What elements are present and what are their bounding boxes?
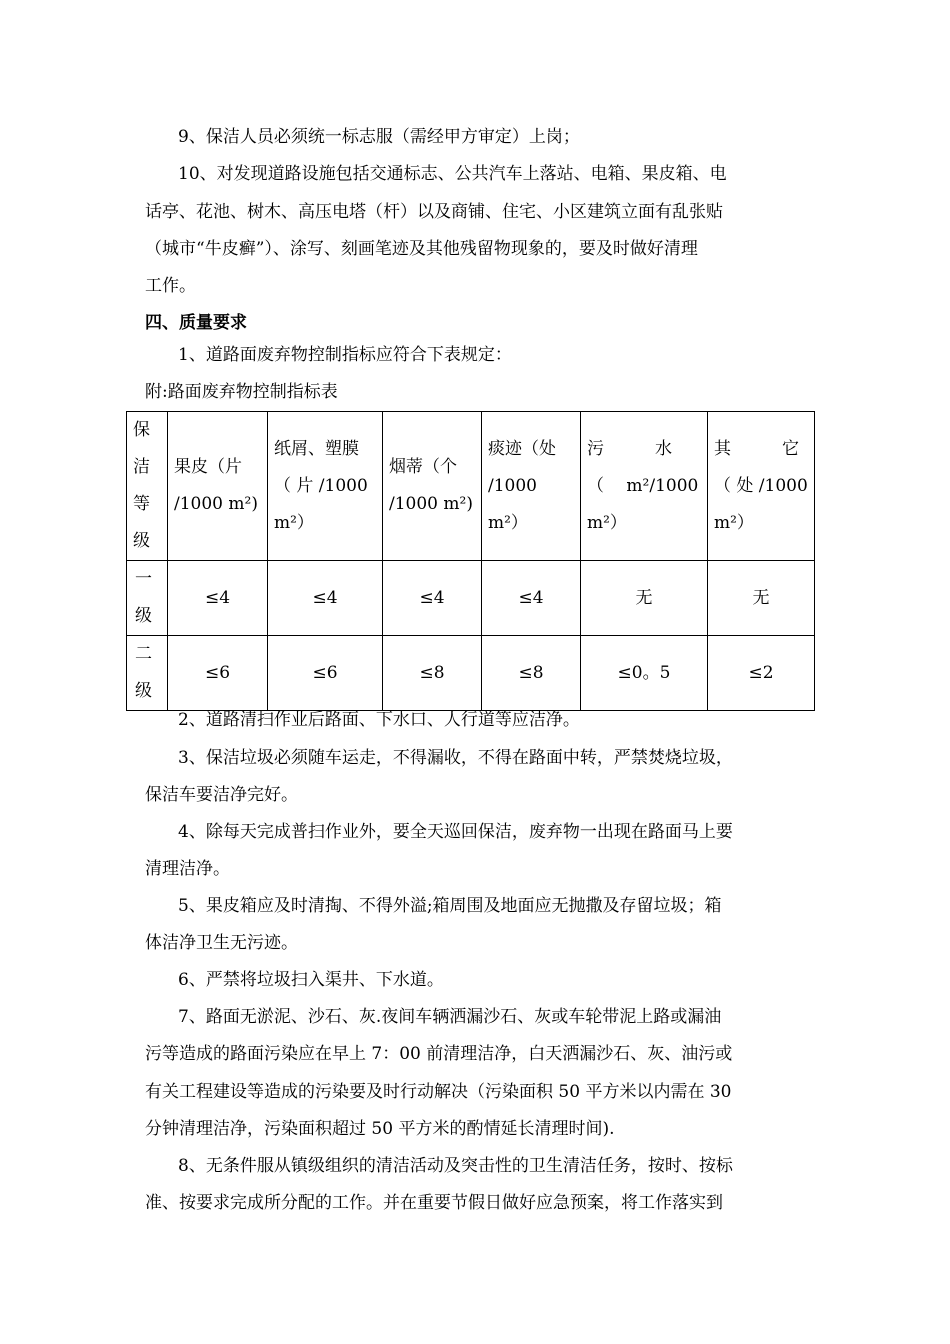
value-cell: ≤4	[482, 561, 581, 636]
value-cell: ≤4	[268, 561, 383, 636]
value-cell: ≤6	[268, 636, 383, 711]
value-cell: ≤6	[168, 636, 268, 711]
quality-item-7-line4: 分钟清理洁净，污染面积超过 50 平方米的酌情延长清理时间).	[145, 1119, 615, 1139]
quality-item-1: 1、道路面废弃物控制指标应符合下表规定：	[178, 345, 512, 365]
quality-item-7-line1: 7、路面无淤泥、沙石、灰.夜间车辆洒漏沙石、灰或车轮带泥上路或漏油	[178, 1007, 722, 1027]
header-level: 保 洁 等 级	[127, 412, 168, 561]
header-fruit-peel: 果皮（片 /1000 m²)	[168, 412, 268, 561]
header-sewage: 污 水 （ m²/1000 m²）	[581, 412, 708, 561]
table-caption: 附:路面废弃物控制指标表	[145, 382, 338, 402]
value-cell: ≤4	[383, 561, 482, 636]
table-header-row	[127, 412, 815, 561]
quality-item-3-line1: 3、保洁垃圾必须随车运走，不得漏收，不得在路面中转，严禁焚烧垃圾，	[178, 748, 733, 768]
value-cell: ≤8	[383, 636, 482, 711]
quality-item-5-line1: 5、果皮箱应及时清掏、不得外溢;箱周围及地面应无抛撒及存留垃圾；箱	[178, 896, 722, 916]
header-spit-marks: 痰迹（处 /1000 m²）	[482, 412, 581, 561]
quality-item-8-line2: 准、按要求完成所分配的工作。并在重要节假日做好应急预案，将工作落实到	[145, 1193, 723, 1213]
table-row	[127, 636, 815, 711]
table-row	[127, 561, 815, 636]
value-cell: 无	[708, 561, 815, 636]
quality-item-6: 6、严禁将垃圾扫入渠井、下水道。	[178, 970, 444, 990]
level-cell: 二 级	[127, 636, 168, 711]
value-cell: ≤4	[168, 561, 268, 636]
quality-item-2: 2、道路清扫作业后路面、下水口、人行道等应洁净。	[178, 710, 580, 730]
waste-control-table	[126, 411, 815, 711]
para-item-10-line2: 话亭、花池、树木、高压电塔（杆）以及商铺、住宅、小区建筑立面有乱张贴	[145, 202, 723, 222]
header-other: 其 它 （ 处 /1000 m²）	[708, 412, 815, 561]
quality-item-5-line2: 体洁净卫生无污迹。	[145, 933, 298, 953]
quality-item-7-line2: 污等造成的路面污染应在早上 7：00 前清理洁净，白天洒漏沙石、灰、油污或	[145, 1044, 733, 1064]
quality-item-3-line2: 保洁车要洁净完好。	[145, 785, 298, 805]
value-cell: ≤2	[708, 636, 815, 711]
value-cell: ≤8	[482, 636, 581, 711]
value-cell: 无	[581, 561, 708, 636]
para-item-9: 9、保洁人员必须统一标志服（需经甲方审定）上岗；	[178, 127, 580, 147]
value-cell: ≤0。5	[581, 636, 708, 711]
quality-item-8-line1: 8、无条件服从镇级组织的清洁活动及突击性的卫生清洁任务，按时、按标	[178, 1156, 733, 1176]
quality-item-4-line2: 清理洁净。	[145, 859, 230, 879]
para-item-10-line3: （城市“牛皮癣”）、涂写、刻画笔迹及其他残留物现象的，要及时做好清理	[145, 239, 698, 259]
para-item-10-line1: 10、对发现道路设施包括交通标志、公共汽车上落站、电箱、果皮箱、电	[178, 164, 727, 184]
quality-item-7-line3: 有关工程建设等造成的污染要及时行动解决（污染面积 50 平方米以内需在 30	[145, 1082, 732, 1102]
header-cigarette-butts: 烟蒂（个 /1000 m²)	[383, 412, 482, 561]
para-item-10-line4: 工作。	[145, 276, 196, 296]
level-cell: 一 级	[127, 561, 168, 636]
header-paper-plastic: 纸屑、塑膜 （ 片 /1000 m²）	[268, 412, 383, 561]
quality-item-4-line1: 4、除每天完成普扫作业外，要全天巡回保洁，废弃物一出现在路面马上要	[178, 822, 733, 842]
section-heading: 四、质量要求	[145, 313, 247, 333]
